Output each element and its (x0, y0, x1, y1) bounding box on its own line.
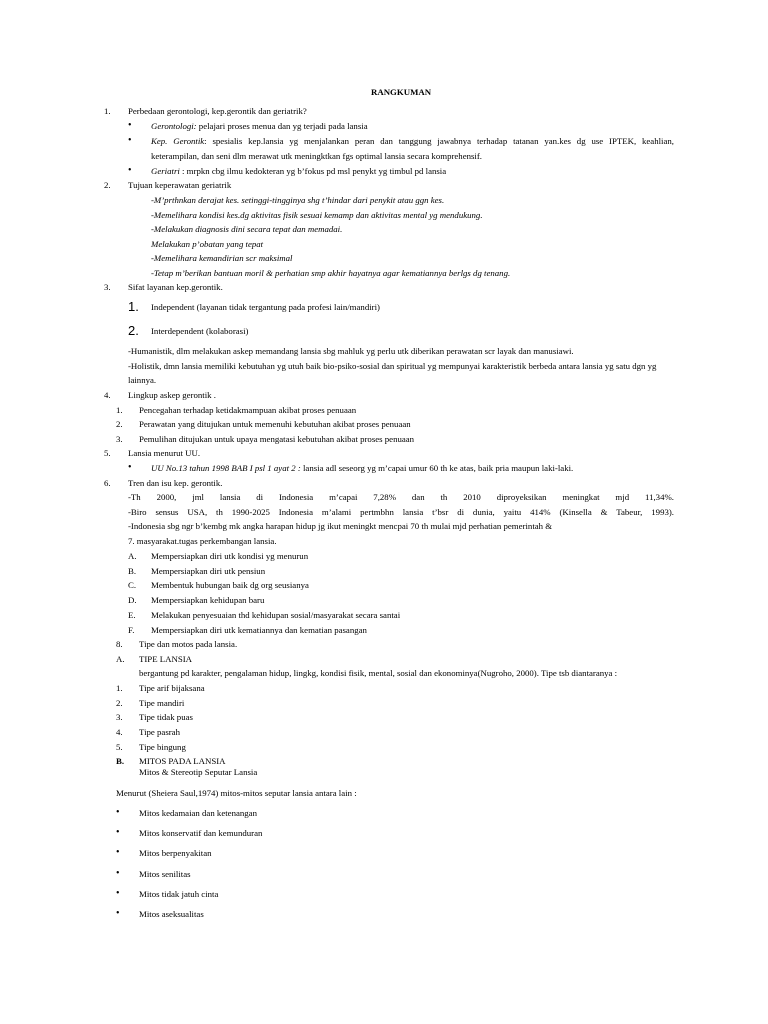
tipe-item: Tipe pasrah (139, 727, 180, 737)
tugas-item: Melakukan penyesuaian thd kehidupan sosial/masyarakat secara santai (151, 610, 401, 620)
section-5-heading: Lansia menurut UU. (128, 448, 201, 458)
tipe-lansia-heading: TIPE LANSIA (139, 654, 193, 664)
tipe-item: Tipe arif bijaksana (139, 683, 205, 693)
section-6-line: -Biro sensus USA, th 1990-2025 Indonesia m’alami pertmbhn lansia t’bsr di dunia, yaitu 414% (Kinsella & Tabeur, 1993). (128, 507, 674, 517)
definition-gerontologi: pelajari proses menua dan yg terjadi pada lansia (196, 121, 368, 131)
bullet-icon: • (128, 165, 132, 176)
section-3-humanistik: -Humanistik, dlm melakukan askep memandang lansia sbg mahluk yg perlu utk diberikan perawatan scr layak dan manusiawi. (128, 346, 574, 356)
section-3-item-2: Interdependent (kolaborasi) (151, 326, 249, 336)
definition-kep-gerontik: : spesialis kep.lansia yg menjalankan peran dan tanggung jawabnya terhadap tatanan yan.kes dg use IPTEK, keahlian, (204, 136, 675, 146)
bullet-icon: • (128, 462, 132, 473)
bullet-icon: • (116, 868, 120, 879)
tugas-item-letter: B. (128, 566, 137, 576)
section-1-bullet-2-continued: keterampilan, dan seni dlm merawat utk meningktkan fgs optimal lansia secara komprehensif. (151, 151, 483, 161)
section-1-heading: Perbedaan gerontologi, kep.gerontik dan geriatrik? (128, 106, 307, 116)
tugas-item: Mempersiapkan diri utk kematiannya dan kematian pasangan (151, 625, 367, 635)
section-3-item-2-number: 2. (128, 323, 139, 338)
section-3-heading: Sifat layanan kep.gerontik. (128, 282, 223, 292)
tipe-item-number: 3. (116, 712, 123, 722)
section-3-holistik-continued: lainnya. (128, 375, 157, 385)
mitos-item: Mitos tidak jatuh cinta (139, 889, 219, 899)
section-8-number: 8. (116, 639, 123, 649)
tipe-lansia-letter: A. (116, 654, 125, 664)
section-2-line: Melakukan p’obatan yang tepat (151, 239, 264, 249)
section-2-line: -Tetap m’berikan bantuan moril & perhatian smp akhir hayatnya agar kematiannya berlgs dg tenang. (151, 268, 511, 278)
term-kep-gerontik: Kep. Gerontik (151, 136, 205, 146)
section-3-holistik: -Holistik, dmn lansia memiliki kebutuhan yg utuh baik bio-psiko-sosial dan spiritual yg mempunyai karakteristik berbeda antara lansia yg satu dgn yg (128, 361, 657, 371)
section-6-heading: Tren dan isu kep. gerontik. (128, 478, 223, 488)
uu-reference: UU No.13 tahun 1998 BAB I psl 1 ayat 2 : (151, 463, 301, 473)
section-2-line: -Memelihara kondisi kes.dg aktivitas fisik sesuai kemamp dan aktivitas mental yg mendukung. (151, 210, 483, 220)
section-4-item-number: 1. (116, 405, 123, 415)
mitos-intro: Menurut (Sheiera Saul,1974) mitos-mitos seputar lansia antara lain : (116, 788, 357, 798)
tipe-item: Tipe mandiri (139, 698, 185, 708)
section-3-item-1: Independent (layanan tidak tergantung pada profesi lain/mandiri) (151, 302, 380, 312)
tipe-item-number: 1. (116, 683, 123, 693)
section-6-line: -Indonesia sbg ngr b’kembg mk angka harapan hidup jg ikut meningkt mencpai 70 th mulai mjd perhatian pemerintah & (128, 521, 553, 531)
section-5-bullet (151, 463, 573, 474)
mitos-item: Mitos kedamaian dan ketenangan (139, 808, 257, 818)
definition-geriatri: : mrpkn cbg ilmu kedokteran yg b’fokus pd msl penykt yg timbul pd lansia (179, 166, 447, 176)
bullet-icon: • (128, 135, 132, 146)
section-1-bullet-3 (151, 166, 446, 177)
section-5-number: 5. (104, 448, 111, 458)
section-2-number: 2. (104, 180, 111, 190)
section-4-heading: Lingkup askep gerontik . (128, 390, 216, 400)
term-gerontologi: Gerontologi: (151, 121, 197, 131)
tugas-item-letter: C. (128, 580, 137, 590)
section-3-item-1-number: 1. (128, 299, 139, 314)
bullet-icon: • (116, 908, 120, 919)
uu-definition: lansia adl seseorg yg m’capai umur 60 th ke atas, baik pria maupun laki-laki. (300, 463, 574, 473)
section-7-heading: 7. masyarakat.tugas perkembangan lansia. (128, 536, 277, 546)
tipe-item-number: 2. (116, 698, 123, 708)
section-6-line: -Th 2000, jml lansia di Indonesia m’capai 7,28% dan th 2010 diproyeksikan meningkat mjd 11,34%. (128, 492, 674, 502)
tugas-item-letter: A. (128, 551, 137, 561)
tugas-item-letter: E. (128, 610, 136, 620)
section-4-item: Pemulihan ditujukan untuk upaya mengatasi kebutuhan akibat proses penuaan (139, 434, 415, 444)
section-4-item: Perawatan yang ditujukan untuk memenuhi kebutuhan akibat proses penuaan (139, 419, 411, 429)
tipe-item: Tipe tidak puas (139, 712, 193, 722)
mitos-item: Mitos berpenyakitan (139, 848, 212, 858)
mitos-item: Mitos senilitas (139, 869, 191, 879)
bullet-icon: • (116, 827, 120, 838)
section-2-heading: Tujuan keperawatan geriatrik (128, 180, 232, 190)
tugas-item: Mempersiapkan kehidupan baru (151, 595, 265, 605)
section-3-number: 3. (104, 282, 111, 292)
bullet-icon: • (116, 807, 120, 818)
term-geriatri: Geriatri (151, 166, 180, 176)
section-2-line: -M’prthnkan derajat kes. setinggi-tingginya shg t’hindar dari penykit atau ggn kes. (151, 195, 445, 205)
bullet-icon: • (116, 847, 120, 858)
tipe-item-number: 4. (116, 727, 123, 737)
section-1-bullet-2 (151, 136, 674, 147)
tugas-item: Membentuk hubungan baik dg org seusianya (151, 580, 309, 590)
section-4-item-number: 2. (116, 419, 123, 429)
document-title: RANGKUMAN (371, 87, 432, 97)
section-8-heading: Tipe dan motos pada lansia. (139, 639, 238, 649)
tugas-item-letter: F. (128, 625, 135, 635)
section-1-number: 1. (104, 106, 111, 116)
section-6-number: 6. (104, 478, 111, 488)
tipe-item: Tipe bingung (139, 742, 186, 752)
tipe-item-number: 5. (116, 742, 123, 752)
tugas-item: Mempersiapkan diri utk kondisi yg menurun (151, 551, 309, 561)
section-2-line: -Melakukan diagnosis dini secara tepat dan memadai. (151, 224, 343, 234)
mitos-item: Mitos konservatif dan kemunduran (139, 828, 263, 838)
mitos-letter: B. (116, 756, 125, 766)
mitos-subheading: Mitos & Stereotip Seputar Lansia (139, 767, 258, 777)
section-4-item-number: 3. (116, 434, 123, 444)
bullet-icon: • (116, 888, 120, 899)
tugas-item-letter: D. (128, 595, 137, 605)
section-4-item: Pencegahan terhadap ketidakmampuan akibat proses penuaan (139, 405, 357, 415)
section-4-number: 4. (104, 390, 111, 400)
tipe-lansia-intro: bergantung pd karakter, pengalaman hidup, lingkg, kondisi fisik, mental, sosial dan ekonominya(Nugroho, 2000). Tipe tsb diantaranya : (139, 668, 618, 678)
section-1-bullet-1 (151, 121, 368, 132)
mitos-item: Mitos aseksualitas (139, 909, 204, 919)
section-2-line: -Memelihara kemandirian scr maksimal (151, 253, 293, 263)
tugas-item: Mempersiapkan diri utk pensiun (151, 566, 266, 576)
bullet-icon: • (128, 120, 132, 131)
mitos-heading: MITOS PADA LANSIA (139, 756, 226, 766)
